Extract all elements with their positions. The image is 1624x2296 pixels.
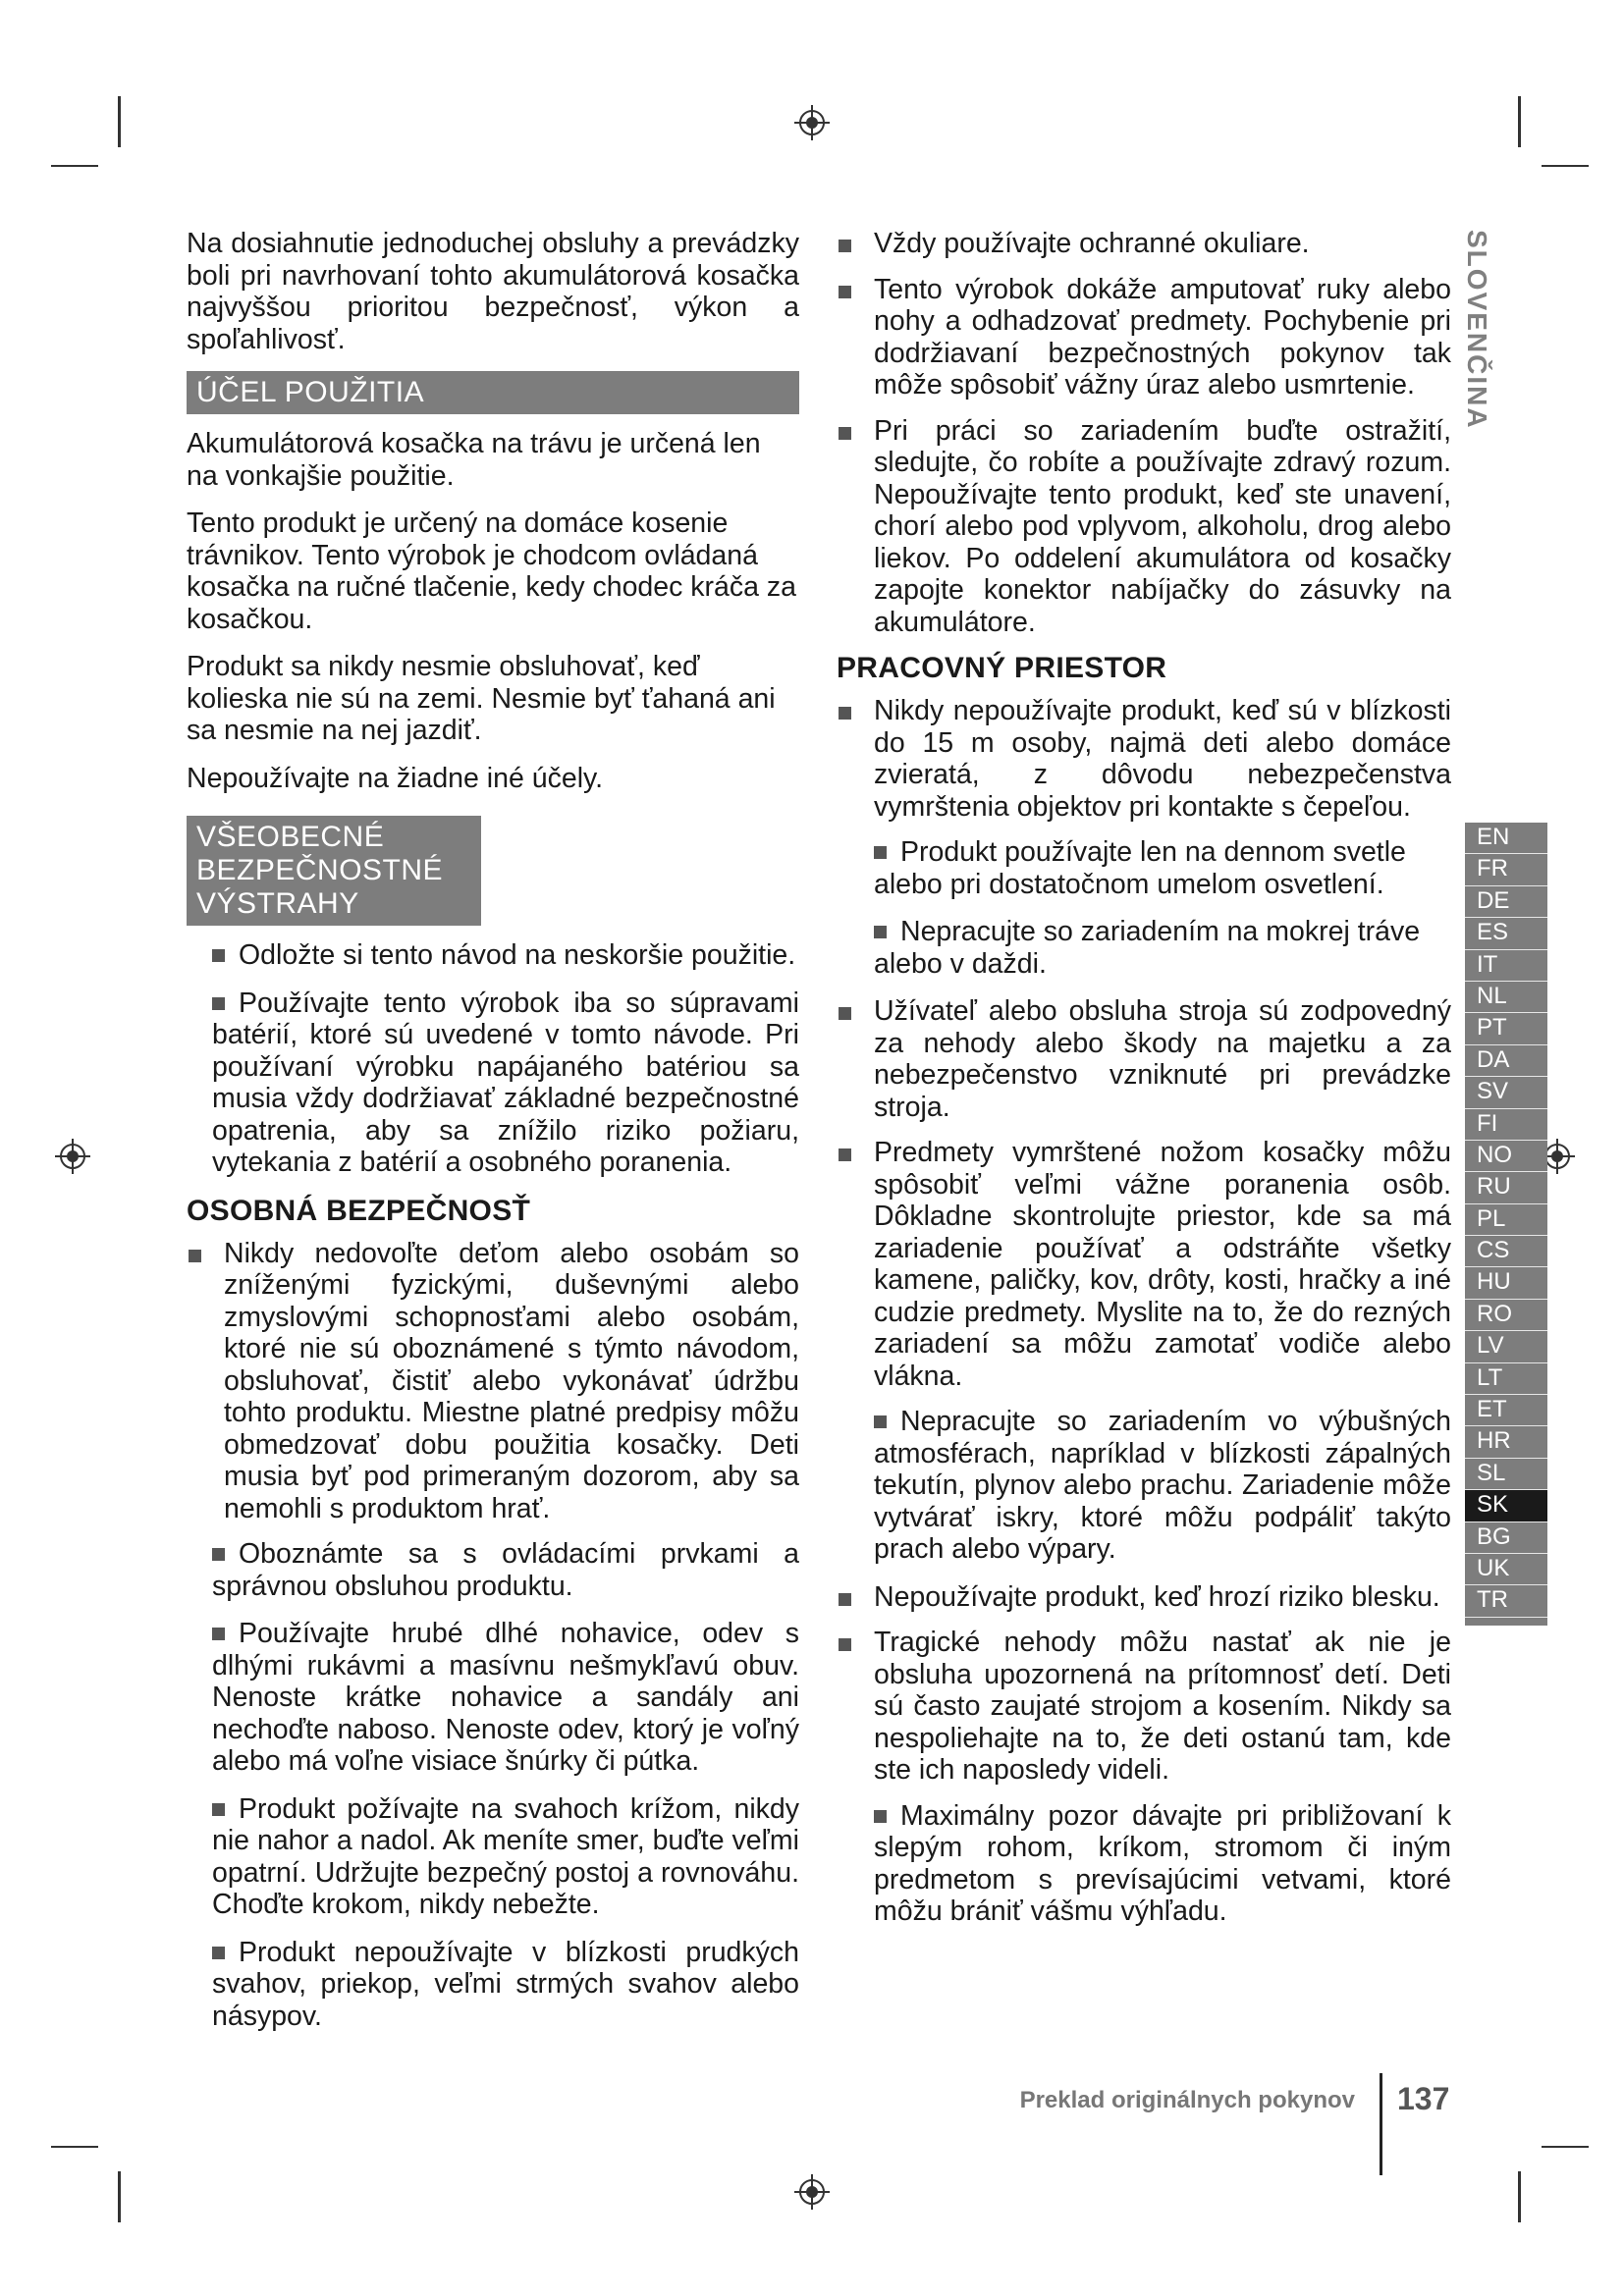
list-item: Oboznámte sa s ovládacími prvkami a správnou obsluhou produktu. bbox=[212, 1538, 799, 1602]
language-tab-hr[interactable]: HR bbox=[1465, 1426, 1547, 1458]
section-heading-safety: VŠEOBECNÉ BEZPEČNOSTNÉ VÝSTRAHY bbox=[187, 816, 481, 926]
list-item: Produkt požívajte na svahoch krížom, nikdy nie nahor a nadol. Ak meníte smer, buďte veľmi opatrní. Udržujte bezpečný postoj a rovnováhu. Choďte krokom, nikdy nebežte. bbox=[212, 1792, 799, 1920]
language-tab-lv[interactable]: LV bbox=[1465, 1331, 1547, 1362]
bullet-icon bbox=[212, 1803, 225, 1816]
language-tab-ru[interactable]: RU bbox=[1465, 1172, 1547, 1203]
bullet-icon bbox=[874, 926, 887, 938]
language-tab-ro[interactable]: RO bbox=[1465, 1300, 1547, 1331]
crop-mark bbox=[118, 2171, 121, 2222]
bullet-icon bbox=[212, 1947, 225, 1959]
registration-mark-icon bbox=[794, 2174, 830, 2210]
language-tab-da[interactable]: DA bbox=[1465, 1045, 1547, 1077]
language-side-title: SLOVENČINA bbox=[1462, 230, 1492, 430]
bullet-icon bbox=[839, 1148, 851, 1161]
intro-paragraph: Na dosiahnutie jednoduchej obsluhy a prevádzky boli pri navrhovaní tohto akumulátorová kosačka najvyššou prioritou bezpečnosť, výkon a spoľahlivosť. bbox=[187, 228, 799, 355]
list-item: Nikdy nepoužívajte produkt, keď sú v blízkosti do 15 m osoby, najmä deti alebo domáce zvieratá, z dôvodu nebezpečenstva vymrštenia objektov pri kontakte s čepeľou. bbox=[837, 695, 1451, 823]
language-tab-list bbox=[1465, 823, 1547, 1626]
right-column bbox=[837, 228, 1451, 1944]
language-tab-es[interactable]: ES bbox=[1465, 918, 1547, 949]
language-tab-pt[interactable]: PT bbox=[1465, 1013, 1547, 1044]
registration-mark-icon bbox=[55, 1139, 90, 1174]
list-item: Používajte tento výrobok iba so súpravami batérií, ktoré sú uvedené v tomto návode. Pri používaní výrobku napájaného batériou sa musia vždy dodržiavať základné bezpečnostné opatrenia, aby sa znížilo riziko požiaru, vytekania z batérií a osobného poranenia. bbox=[212, 987, 799, 1178]
bullet-icon bbox=[212, 1548, 225, 1561]
crop-mark bbox=[51, 2146, 98, 2148]
language-tab-bg[interactable]: BG bbox=[1465, 1522, 1547, 1554]
section-heading-work-area: PRACOVNÝ PRIESTOR bbox=[837, 652, 1167, 684]
use-paragraph: Akumulátorová kosačka na trávu je určená len na vonkajšie použitie. bbox=[187, 428, 761, 492]
crop-mark bbox=[1542, 2146, 1589, 2148]
bullet-icon bbox=[839, 286, 851, 298]
list-item: Používajte hrubé dlhé nohavice, odev s dlhými rukávmi a masívnu nešmykľavú obuv. Nenoste krátke nohavice a sandály ani nechoďte naboso. Nenoste odev, ktorý je voľný alebo má voľne visiace šnúrky či pútka. bbox=[212, 1618, 799, 1777]
list-item: Pri práci so zariadením buďte ostražití, sledujte, čo robíte a používajte zdravý rozum. Nepoužívajte tento produkt, keď ste unavení, chorí alebo pod vplyvom, alkoholu, drog alebo liekov. Po oddelení akumulátora od kosačky zapojte konektor nabíjačky do zásuvky na akumulátore. bbox=[837, 415, 1451, 639]
crop-mark bbox=[118, 96, 121, 147]
section-heading-use: ÚČEL POUŽITIA bbox=[187, 371, 799, 414]
list-item: Nepracujte so zariadením vo výbušných atmosférach, napríklad v blízkosti zápalných tekutín, plynov alebo prachu. Zariadenie môže vytvárať iskry, ktoré môžu podpáliť takýto prach alebo výpary. bbox=[874, 1406, 1451, 1565]
language-tab-sv[interactable]: SV bbox=[1465, 1077, 1547, 1108]
bullet-icon bbox=[839, 1007, 851, 1020]
list-item: Tento výrobok dokáže amputovať ruky alebo nohy a odhadzovať predmety. Pochybenie pri dodržiavaní bezpečnostných pokynov tak môže spôsobiť vážny úraz alebo usmrtenie. bbox=[837, 274, 1451, 401]
page-number: 137 bbox=[1397, 2081, 1450, 2116]
language-tab-en[interactable]: EN bbox=[1465, 823, 1547, 854]
footer-caption: Preklad originálnych pokynov bbox=[1019, 2087, 1355, 2113]
language-tab-sk[interactable]: SK bbox=[1465, 1490, 1547, 1522]
language-tab-no[interactable]: NO bbox=[1465, 1141, 1547, 1172]
bullet-icon bbox=[839, 1638, 851, 1651]
language-tab-hu[interactable]: HU bbox=[1465, 1267, 1547, 1299]
section-heading-personal: OSOBNÁ BEZPEČNOSŤ bbox=[187, 1194, 531, 1227]
bullet-icon bbox=[874, 1810, 887, 1823]
bullet-icon bbox=[839, 240, 851, 252]
list-item: Maximálny pozor dávajte pri približovaní k slepým rohom, kríkom, stromom či iným predmetom s prevísajúcimi vetvami, ktoré môžu brániť vášmu výhľadu. bbox=[874, 1799, 1451, 1927]
list-item: Nikdy nedovoľte deťom alebo osobám so zníženými fyzickými, duševnými alebo zmyslovými schopnosťami alebo osobám, ktoré nie sú oboznámené s týmto návodom, obsluhovať, čistiť alebo vykonávať údržbu tohto produktu. Miestne platné predpisy môžu obmedzovať dobu použitia kosačky. Deti musia byť pod primeraným dozorom, aby sa nemohli s produktom hrať. bbox=[187, 1238, 799, 1525]
crop-mark bbox=[1518, 2171, 1521, 2222]
use-paragraph: Nepoužívajte na žiadne iné účely. bbox=[187, 762, 604, 794]
bullet-icon bbox=[189, 1250, 201, 1262]
bullet-icon bbox=[212, 1628, 225, 1640]
language-tab-lt[interactable]: LT bbox=[1465, 1363, 1547, 1395]
list-item: Odložte si tento návod na neskoršie použitie. bbox=[187, 939, 799, 972]
language-tab-sl[interactable]: SL bbox=[1465, 1459, 1547, 1490]
language-tab-it[interactable]: IT bbox=[1465, 950, 1547, 982]
list-item: Produkt používajte len na dennom svetle alebo pri dostatočnom umelom osvetlení. bbox=[874, 836, 1406, 900]
crop-mark bbox=[1542, 165, 1589, 167]
registration-mark-icon bbox=[794, 105, 830, 140]
bullet-icon bbox=[874, 846, 887, 859]
language-tab-de[interactable]: DE bbox=[1465, 886, 1547, 918]
language-tab-et[interactable]: ET bbox=[1465, 1395, 1547, 1426]
footer-divider bbox=[1380, 2073, 1382, 2175]
list-item: Produkt nepoužívajte v blízkosti prudkých svahov, priekop, veľmi strmých svahov alebo násypov. bbox=[212, 1936, 799, 2032]
language-tab-fi[interactable]: FI bbox=[1465, 1109, 1547, 1141]
list-item: Tragické nehody môžu nastať ak nie je obsluha upozornená na prítomnosť detí. Deti sú často zaujaté strojom a kosením. Nikdy sa nespoliehajte na to, že deti ostanú tam, kde ste ich naposledy videli. bbox=[837, 1627, 1451, 1787]
use-paragraph: Tento produkt je určený na domáce kosenie trávnikov. Tento výrobok je chodcom ovládaná kosačka na ručné tlačenie, kedy chodec kráča za kosačkou. bbox=[187, 507, 797, 635]
bullet-icon bbox=[874, 1415, 887, 1428]
language-tab-cs[interactable]: CS bbox=[1465, 1236, 1547, 1267]
language-tab-nl[interactable]: NL bbox=[1465, 982, 1547, 1013]
language-tab-uk[interactable]: UK bbox=[1465, 1554, 1547, 1585]
list-item: Nepracujte so zariadením na mokrej tráve alebo v daždi. bbox=[874, 916, 1421, 980]
bullet-icon bbox=[839, 707, 851, 720]
list-item: Vždy používajte ochranné okuliare. bbox=[837, 228, 1451, 260]
bullet-icon bbox=[212, 949, 225, 962]
crop-mark bbox=[1518, 96, 1521, 147]
bullet-icon bbox=[839, 427, 851, 440]
language-tab-fr[interactable]: FR bbox=[1465, 854, 1547, 885]
use-paragraph: Produkt sa nikdy nesmie obsluhovať, keď kolieska nie sú na zemi. Nesmie byť ťahaná ani sa nesmie na nej jazdiť. bbox=[187, 651, 776, 746]
bullet-icon bbox=[212, 997, 225, 1010]
list-item: Užívateľ alebo obsluha stroja sú zodpovedný za nehody alebo škody na majetku a za nebezpečenstvo vzniknuté pri prevádzke stroja. bbox=[837, 995, 1451, 1123]
left-column bbox=[187, 228, 799, 2048]
list-item: Nepoužívajte produkt, keď hrozí riziko blesku. bbox=[837, 1581, 1451, 1614]
language-tab-tr[interactable]: TR bbox=[1465, 1585, 1547, 1617]
language-tab-pl[interactable]: PL bbox=[1465, 1204, 1547, 1236]
list-item: Predmety vymrštené nožom kosačky môžu spôsobiť veľmi vážne poranenia osôb. Dôkladne skontrolujte priestor, kde sa má zariadenie používať a odstráňte všetky kamene, paličky, kov, drôty, kosti, hračky a iné cudzie predmety. Myslite na to, že do rezných zariadení sa môžu zamotať vodiče alebo vlákna. bbox=[837, 1137, 1451, 1392]
crop-mark bbox=[51, 165, 98, 167]
bullet-icon bbox=[839, 1593, 851, 1606]
